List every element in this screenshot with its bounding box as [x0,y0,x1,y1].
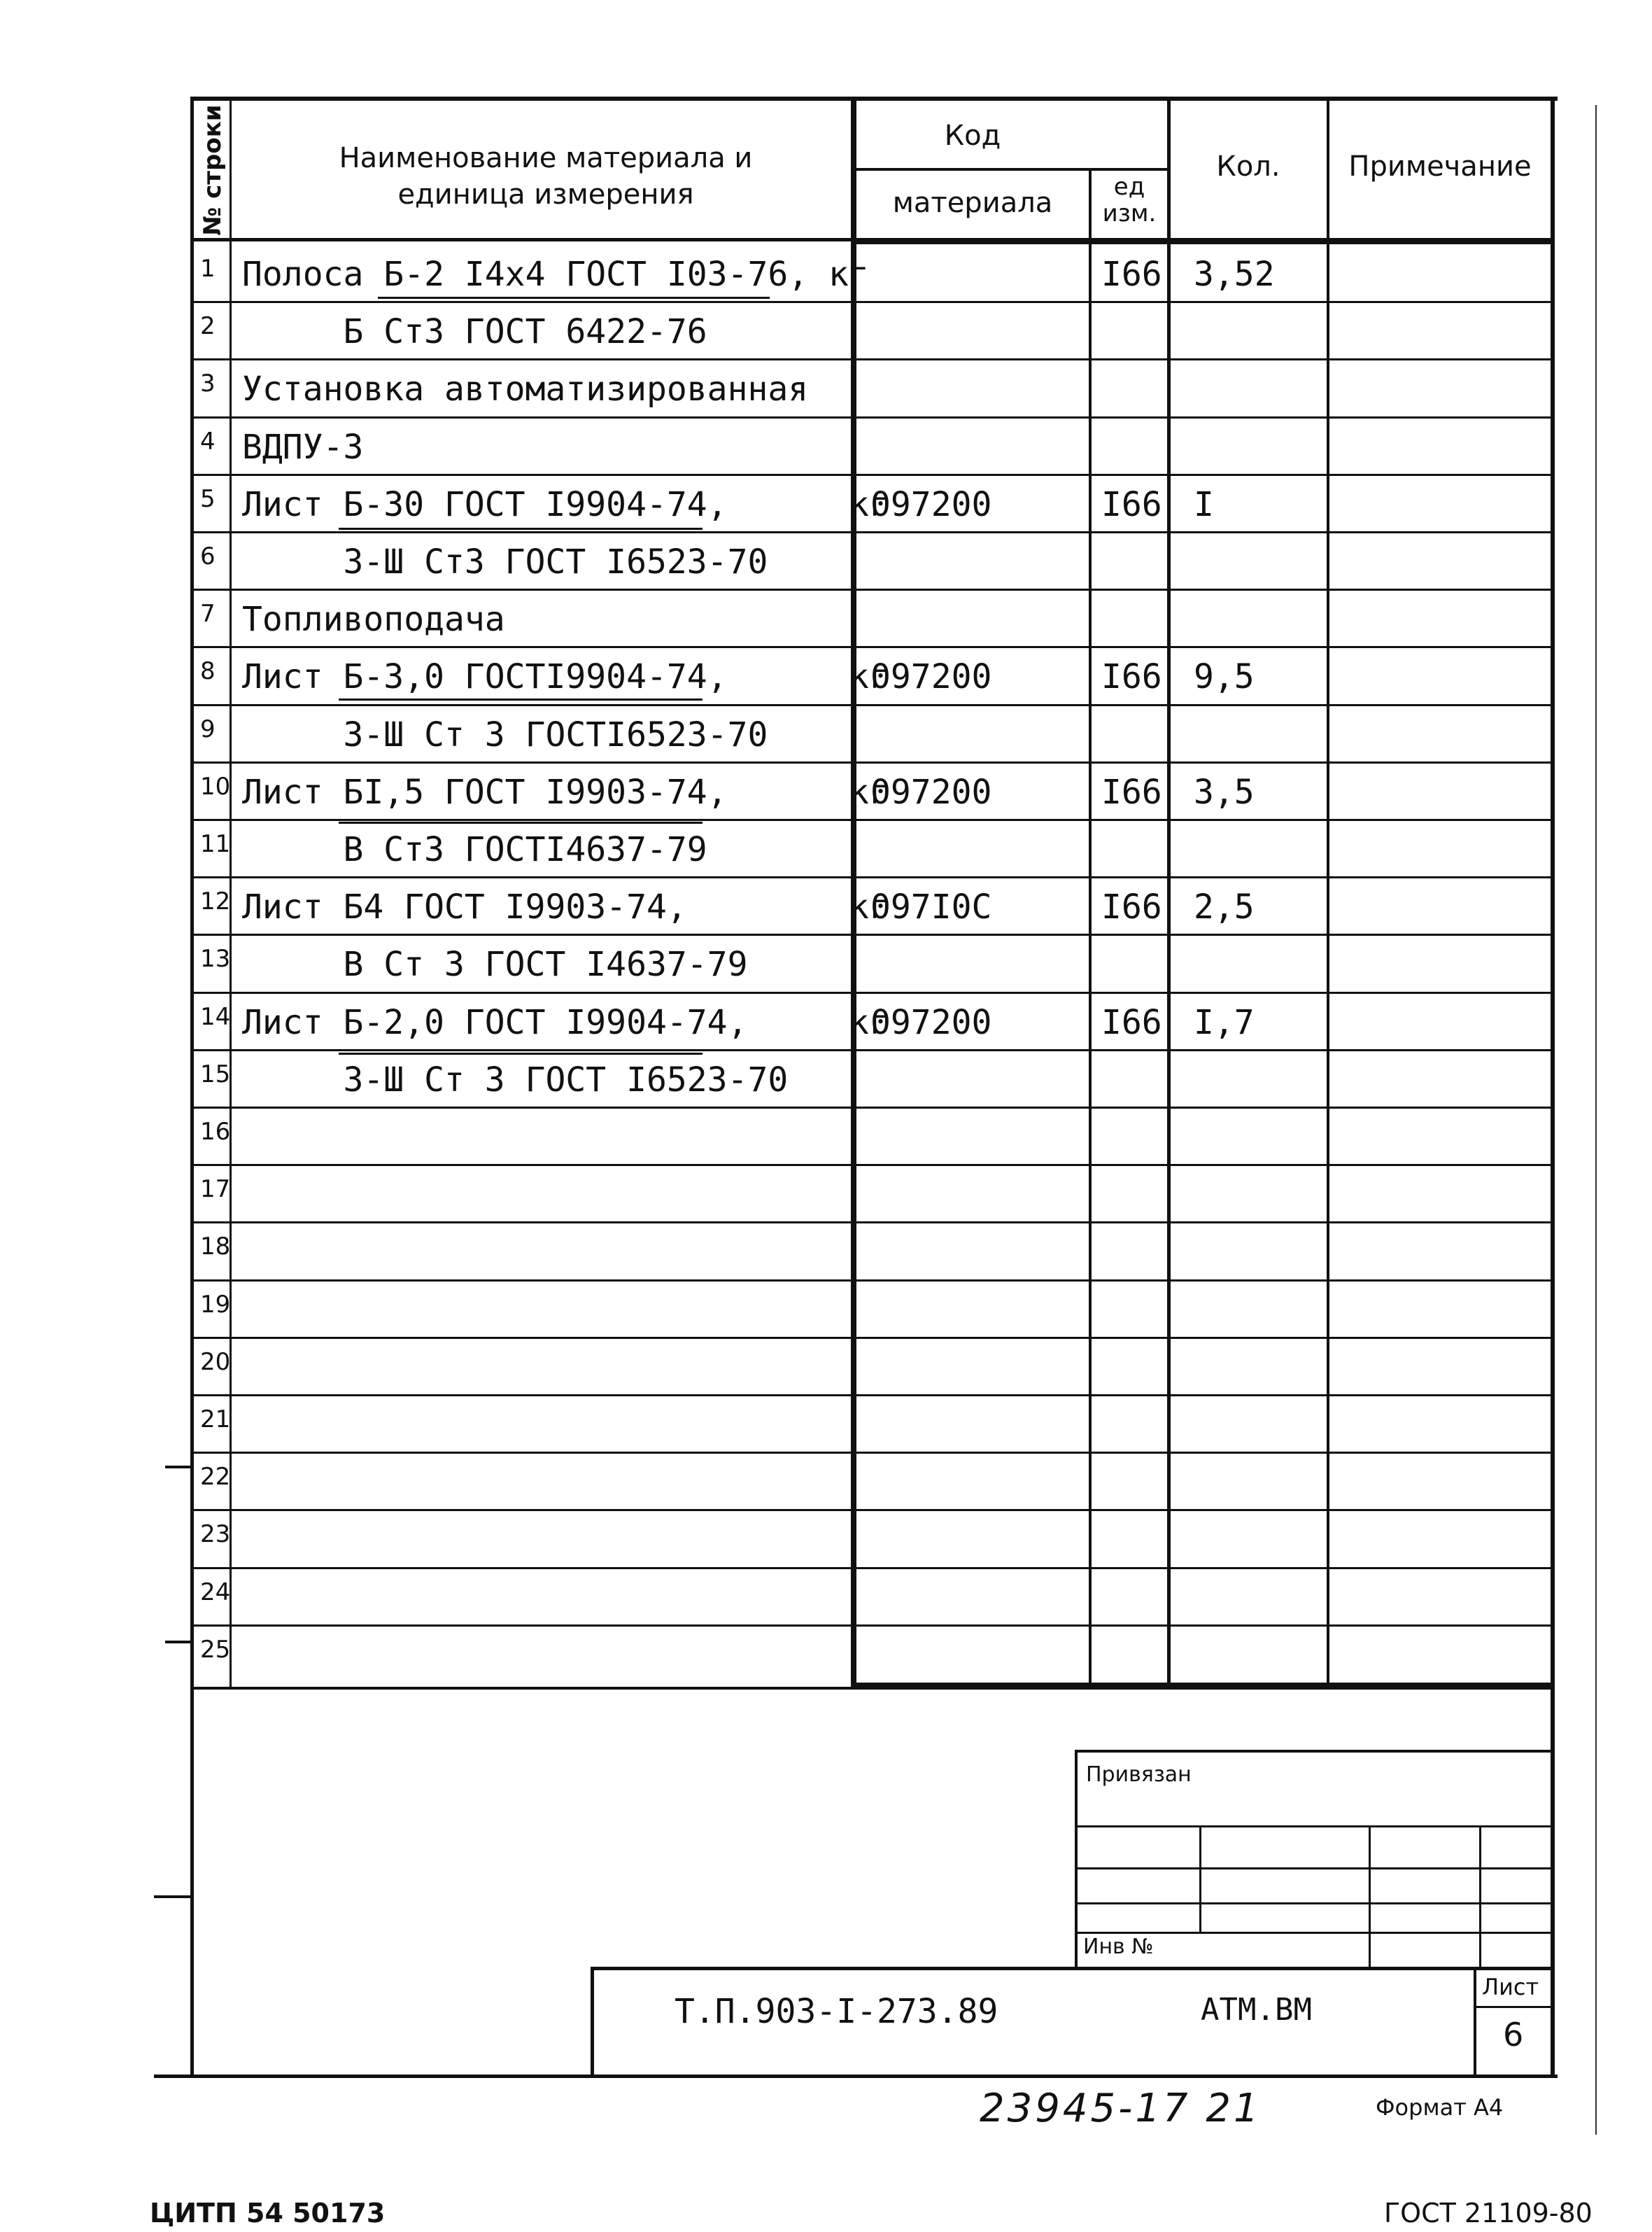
row-number: 16 [200,1118,231,1146]
material-name: Топливоподача [242,600,505,640]
stamp-left [1075,1750,1078,1967]
table-bottom [190,1687,1555,1690]
frame-left [190,97,194,2077]
title-block-left [591,1967,594,2077]
unit-code: I66 [1101,255,1162,294]
row-separator [190,761,1555,764]
header-note: Примечание [1348,150,1532,183]
underline-mark [308,934,672,936]
material-code: 097200 [870,772,992,812]
handwritten-number: 23945-17 21 [980,2086,1262,2131]
row-separator [190,1567,1555,1569]
material-code: 097200 [870,657,992,697]
row-number: 3 [200,370,216,398]
row-separator [190,646,1555,648]
stamp-top [1075,1750,1555,1753]
row-separator [190,819,1555,821]
row-separator [190,1049,1555,1051]
doc-code: Т.П.903-I-273.89 [675,1992,998,2031]
row-separator [190,876,1555,878]
row-number: 10 [200,772,231,801]
material-name: 3-Ш Ст 3 ГОСТI6523-70 [242,715,768,754]
underline-mark [339,1053,703,1055]
row-number: 7 [200,600,216,629]
unit-code: I66 [1101,887,1162,927]
row-number: 20 [200,1347,231,1376]
underline-mark [378,297,770,299]
row-number: 22 [200,1463,231,1491]
material-name: Лист Б4 ГОСТ I9903-74, кг [242,887,889,927]
row-number: 6 [200,542,216,570]
material-name: Лист БI,5 ГОСТ I9903-74, кг [242,772,889,812]
row-separator [190,531,1555,533]
stamp-linked-label: Привязан [1086,1762,1192,1787]
row-separator [190,1452,1555,1454]
stamp-col [1199,1825,1201,1932]
footer-right: ГОСТ 21109-80 [1384,2198,1593,2229]
material-name: Лист Б-2,0 ГОСТ I9904-74, кг [242,1002,889,1042]
row-number: 14 [200,1002,231,1031]
material-code: 097I0C [870,887,992,927]
material-name: 3-Ш Ст3 ГОСТ I6523-70 [242,542,768,582]
unit-code: I66 [1101,657,1162,697]
header-row-no: № строки [199,104,227,236]
row-separator [190,992,1555,994]
row-number: 9 [200,715,216,743]
quantity: 2,5 [1194,887,1255,927]
header-code-split [851,168,1170,171]
quantity: 3,52 [1194,255,1275,294]
row-number: 2 [200,312,216,341]
row-number: 12 [200,887,231,916]
row-number: 5 [200,484,216,513]
row-separator [190,704,1555,706]
row-number: 13 [200,945,231,974]
row-separator [190,1624,1555,1627]
row-separator [190,1221,1555,1223]
header-qty: Кол. [1216,150,1280,183]
material-name: Лист Б-30 ГОСТ I9904-74, кг [242,484,889,524]
material-name: ВДПУ-3 [242,427,364,467]
unit-code: I66 [1101,772,1162,812]
margin-tick [165,1641,193,1643]
row-separator [190,1394,1555,1396]
underline-mark [339,699,703,701]
material-name: Полоса Б-2 I4x4 ГОСТ I03-76, кг [242,255,869,294]
quantity: I [1194,484,1214,524]
header-unit: ед изм. [1102,173,1157,227]
row-separator [190,1164,1555,1166]
title-block-top [591,1967,1555,1970]
underline-mark [339,822,703,824]
col-line-unit [1089,168,1092,1687]
material-name: 3-Ш Ст 3 ГОСТ I6523-70 [242,1060,789,1100]
row-separator [190,1509,1555,1511]
row-separator [190,301,1555,303]
frame-right [1551,97,1555,2077]
unit-code: I66 [1101,484,1162,524]
stamp-line [1075,1867,1555,1869]
title-block-sheet-col [1474,1967,1476,2077]
col-line-note [1327,97,1329,1687]
underline-mark [339,528,703,530]
format-label: Формат А4 [1376,2094,1504,2121]
stamp-col [1479,1825,1481,1968]
margin-tick [165,1466,193,1468]
row-number: 25 [200,1635,231,1664]
body-top-thick [851,238,1555,244]
material-name: В Ст3 ГОСТI4637-79 [242,830,707,869]
header-material: материала [892,187,1053,219]
title-block-sheet-split [1474,2006,1555,2008]
material-code: 097200 [870,1002,992,1042]
row-number: 23 [200,1520,231,1549]
sheet-label: Лист [1482,1974,1539,2000]
row-number: 18 [200,1233,231,1261]
material-name: Установка автоматизированная [242,370,809,409]
row-number: 1 [200,255,216,283]
header-name: Наименование материала и единица измерения [339,142,753,211]
stamp-inv-label: Инв № [1083,1935,1154,1959]
row-number: 17 [200,1175,231,1204]
row-number: 21 [200,1405,231,1433]
unit-code: I66 [1101,1002,1162,1042]
row-number: 19 [200,1290,231,1319]
sheet-number: 6 [1503,2016,1524,2054]
material-name: Лист Б-3,0 ГОСТI9904-74, кг [242,657,889,697]
sheet-edge [1595,105,1597,2135]
row-number: 4 [200,427,216,456]
quantity: I,7 [1194,1002,1255,1042]
row-separator [190,416,1555,419]
doc-mark: АТМ.ВМ [1201,1992,1312,2028]
row-number: 15 [200,1060,231,1088]
stamp-col [1369,1825,1371,1968]
header-code: Код [944,120,1001,152]
row-separator [190,474,1555,476]
row-separator [190,358,1555,360]
row-number: 8 [200,657,216,686]
frame-top [190,97,1558,101]
material-code: 097200 [870,484,992,524]
margin-tick [154,1895,193,1898]
stamp-line [1075,1902,1555,1904]
row-separator [190,1279,1555,1282]
row-separator [190,1107,1555,1109]
quantity: 9,5 [1194,657,1255,697]
row-separator [190,1337,1555,1339]
stamp-line [1075,1932,1555,1934]
col-line-qty [1167,97,1171,1687]
row-number: 11 [200,830,231,858]
footer-left: ЦИТП 54 50173 [150,2198,386,2229]
material-name: Б Ст3 ГОСТ 6422-76 [242,312,707,352]
material-name: В Ст 3 ГОСТ I4637-79 [242,945,748,985]
row-separator [190,589,1555,591]
quantity: 3,5 [1194,772,1255,812]
frame-bottom [154,2075,1558,2078]
row-number: 24 [200,1578,231,1606]
stamp-line [1075,1825,1555,1827]
